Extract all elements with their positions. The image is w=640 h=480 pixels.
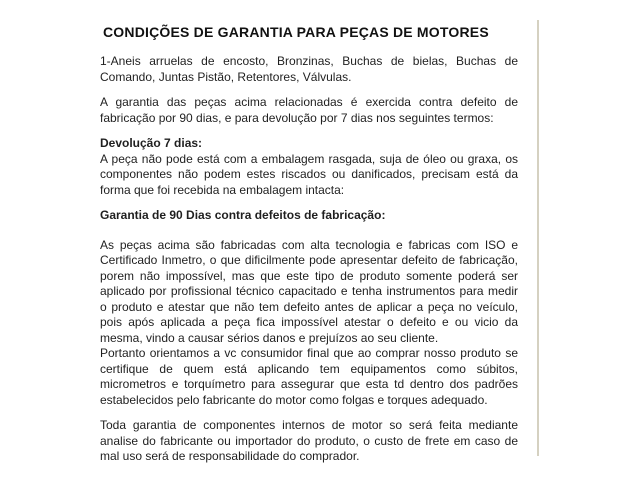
final-note-paragraph: Toda garantia de componentes internos de motor so será feita mediante analise do fabricante ou importador do produto, o custo de frete em caso de mal uso será de responsabilidade do comprador.: [100, 418, 518, 463]
parts-list-paragraph: 1-Aneis arruelas de encosto, Bronzinas, Buchas de bielas, Buchas de Comando, Juntas Pistão, Retentores, Válvulas.: [100, 54, 518, 84]
warranty-intro-paragraph: A garantia das peças acima relacionadas é exercida contra defeito de fabricação por 90 dias, e para devolução por 7 dias nos seguintes termos:: [100, 95, 518, 125]
garantia-90-heading: Garantia de 90 Dias contra defeitos de fabricação:: [100, 208, 386, 222]
page-title: CONDIÇÕES DE GARANTIA PARA PEÇAS DE MOTORES: [103, 24, 489, 40]
garantia-90-body-paragraph-2: Portanto orientamos a vc consumidor final que ao comprar nosso produto se certifique de quem está aplicando tem equipamentos como súbitos, micrometros e torquímetro para assegurar que esta td dentro dos padrões estabelecidos pelo fabricante do motor como folgas e torques adequado.: [100, 346, 518, 407]
garantia-90-body-paragraph-1: As peças acima são fabricadas com alta tecnologia e fabricas com ISO e Certificado Inmetro, o que dificilmente pode apresentar defeito de fabricação, porem não impossível, mas que este tipo de produto somente poderá ser aplicado por profissional técnico capacitado e tenha instrumentos para medir o produto e atestar que não tem defeito antes de aplicar a peça no veículo, pois após aplicada a peça fica impossível atestar o defeito e ou vicio da mesma, vindo a causar sérios danos e prejuízos ao seu cliente.: [100, 237, 518, 345]
devolucao-body-paragraph: A peça não pode está com a embalagem rasgada, suja de óleo ou graxa, os componentes não podem estes riscados ou danificados, precisam está da forma que foi recebida na embalagem intacta:: [100, 151, 518, 197]
warranty-document: [100, 24, 518, 475]
right-divider-line: [537, 20, 539, 456]
devolucao-heading: Devolução 7 dias:: [100, 136, 203, 150]
